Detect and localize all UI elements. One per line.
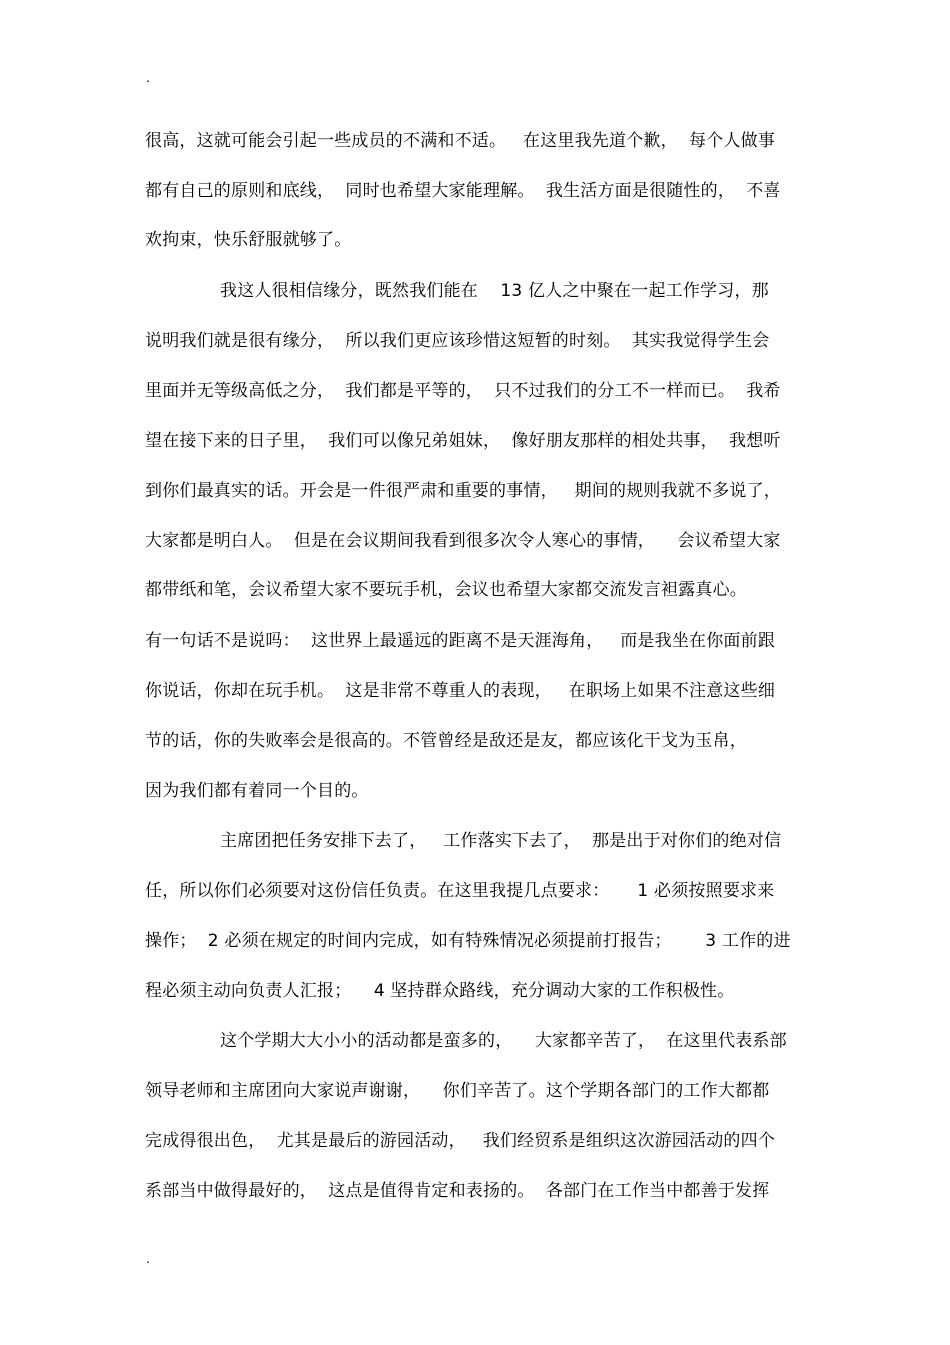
text-line: 操作； 2 必须在规定的时间内完成，如有特殊情况必须提前打报告； 3 工作的进 (145, 931, 791, 951)
text-line: 到你们最真实的话。开会是一件很严肃和重要的事情， 期间的规则我就不多说了， (145, 481, 782, 501)
text-line: 主席团把任务安排下去了， 工作落实下去了， 那是出于对你们的绝对信 (220, 831, 782, 851)
text-line: 你说话，你却在玩手机。 这是非常不尊重人的表现， 在职场上如果不注意这些细 (145, 681, 776, 701)
text-line: 系部当中做得最好的， 这点是值得肯定和表扬的。 各部门在工作当中都善于发挥 (145, 1181, 770, 1201)
page-bottom-marker: . (146, 1252, 150, 1266)
text-line: 都带纸和笔，会议希望大家不要玩手机，会议也希望大家都交流发言袒露真心。 (145, 580, 747, 600)
text-line: 我这人很相信缘分，既然我们能在 13 亿人之中聚在一起工作学习，那 (220, 281, 769, 301)
text-line: 程必须主动向负责人汇报； 4 坚持群众路线，充分调动大家的工作积极性。 (145, 981, 735, 1001)
text-line: 完成得很出色， 尤其是最后的游园活动， 我们经贸系是组织这次游园活动的四个 (145, 1131, 776, 1151)
page-top-marker: . (146, 71, 150, 85)
text-line: 很高，这就可能会引起一些成员的不满和不适。 在这里我先道个歉， 每个人做事 (145, 131, 776, 151)
text-line: 任，所以你们必须要对这份信任负责。在这里我提几点要求： 1 必须按照要求来 (145, 881, 775, 901)
text-line: 里面并无等级高低之分， 我们都是平等的， 只不过我们的分工不一样而已。 我希 (145, 381, 781, 401)
text-line: 有一句话不是说吗： 这世界上最遥远的距离不是天涯海角， 而是我坐在你面前跟 (145, 631, 776, 651)
text-line: 领导老师和主席团向大家说声谢谢， 你们辛苦了。这个学期各部门的工作大都都 (145, 1081, 770, 1101)
text-line: 这个学期大大小小的活动都是蛮多的， 大家都辛苦了， 在这里代表系部 (220, 1031, 787, 1051)
text-line: 说明我们就是很有缘分， 所以我们更应该珍惜这短暂的时刻。 其实我觉得学生会 (145, 331, 770, 351)
text-line: 大家都是明白人。 但是在会议期间我看到很多次令人寒心的事情， 会议希望大家 (145, 531, 781, 551)
text-line: 节的话，你的失败率会是很高的。不管曾经是敌还是友，都应该化干戈为玉帛， (145, 731, 747, 751)
text-line: 望在接下来的日子里， 我们可以像兄弟姐妹， 像好朋友那样的相处共事， 我想听 (145, 431, 781, 451)
text-line: 欢拘束，快乐舒服就够了。 (145, 230, 352, 250)
text-line: 因为我们都有着同一个目的。 (145, 781, 369, 801)
text-line: 都有自己的原则和底线， 同时也希望大家能理解。 我生活方面是很随性的， 不喜 (145, 181, 781, 201)
